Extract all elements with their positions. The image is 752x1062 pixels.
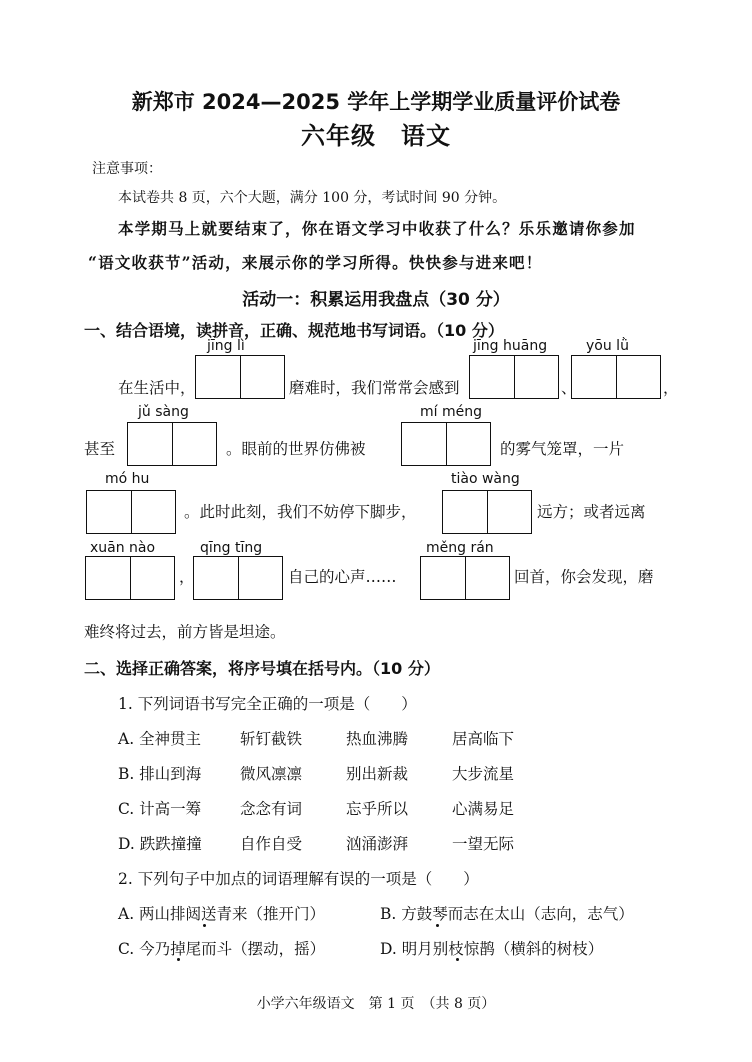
s1-text-f: 。眼前的世界仿佛被 bbox=[226, 440, 366, 458]
emphasis-dot bbox=[177, 958, 180, 961]
section1-title: 一、结合语境，读拼音，正确、规范地书写词语。（10 分） bbox=[84, 321, 504, 340]
pinyin-mimeng: mí méng bbox=[420, 404, 482, 420]
answer-box-jinghuang[interactable] bbox=[469, 355, 559, 399]
pinyin-xuannao: xuān nào bbox=[90, 540, 156, 556]
q2-option-b: B. 方鼓琴而志在太山（志向，志气） bbox=[380, 905, 634, 923]
emphasis-dot bbox=[456, 958, 459, 961]
s1-text-k: 自己的心声…… bbox=[288, 568, 397, 586]
q1-option-d-1: D. 跌跌撞撞 bbox=[118, 835, 202, 853]
q1-option-c-3: 忘乎所以 bbox=[346, 800, 409, 818]
emphasis-dot bbox=[436, 924, 439, 927]
s1-text-g: 的雾气笼罩，一片 bbox=[500, 440, 625, 458]
answer-box-xuannao[interactable] bbox=[85, 556, 175, 600]
notes-label: 注意事项： bbox=[92, 161, 162, 177]
q1-stem: 1. 下列词语书写完全正确的一项是（ ） bbox=[118, 695, 417, 713]
q1-option-c-2: 念念有词 bbox=[240, 800, 303, 818]
answer-box-jusang[interactable] bbox=[127, 422, 217, 466]
exam-title: 新郑市 2024—2025 学年上学期学业质量评价试卷 bbox=[131, 90, 621, 114]
q1-option-d-2: 自作自受 bbox=[240, 835, 303, 853]
q1-option-a-3: 热血沸腾 bbox=[346, 730, 409, 748]
q1-option-b-3: 别出新裁 bbox=[346, 765, 409, 783]
q1-option-c-1: C. 计高一筹 bbox=[118, 800, 202, 818]
answer-box-mengran[interactable] bbox=[420, 556, 510, 600]
answer-box-tiaowang[interactable] bbox=[442, 490, 532, 534]
q1-option-b-4: 大步流星 bbox=[452, 765, 515, 783]
answer-box-jingli[interactable] bbox=[195, 355, 285, 399]
s1-text-c: 、 bbox=[561, 379, 577, 397]
q1-option-b-2: 微风凛凛 bbox=[240, 765, 303, 783]
q1-option-a-1: A. 全神贯主 bbox=[118, 730, 202, 748]
answer-box-qingting[interactable] bbox=[193, 556, 283, 600]
pinyin-jingli: jīng lì bbox=[207, 338, 245, 354]
pinyin-youlv: yōu lǜ bbox=[586, 338, 629, 354]
s1-text-a: 在生活中， bbox=[118, 379, 196, 397]
notes-line1: 本试卷共 8 页，六个大题，满分 100 分，考试时间 90 分钟。 bbox=[118, 190, 507, 206]
s1-text-i: 远方；或者远离 bbox=[537, 503, 646, 521]
pinyin-mengran: měng rán bbox=[426, 540, 494, 556]
q1-option-c-4: 心满易足 bbox=[452, 800, 515, 818]
answer-box-mimeng[interactable] bbox=[401, 422, 491, 466]
s1-text-j: ， bbox=[179, 568, 195, 586]
q1-option-d-3: 汹涌澎湃 bbox=[346, 835, 409, 853]
emphasis-dot bbox=[203, 924, 206, 927]
pinyin-jinghuang: jīng huāng bbox=[473, 338, 548, 354]
s1-text-m: 难终将过去，前方皆是坦途。 bbox=[84, 623, 286, 641]
q2-stem: 2. 下列句子中加点的词语理解有误的一项是（ ） bbox=[118, 870, 479, 888]
q1-option-b-1: B. 排山到海 bbox=[118, 765, 202, 783]
s1-text-h: 。此时此刻，我们不妨停下脚步， bbox=[184, 503, 417, 521]
q2-option-d: D. 明月别枝惊鹊（横斜的树枝） bbox=[380, 940, 604, 958]
exam-subtitle: 六年级 语文 bbox=[301, 122, 451, 150]
q2-option-c: C. 今乃掉尾而斗（摆动，摇） bbox=[118, 940, 326, 958]
s1-text-e: 甚至 bbox=[84, 440, 116, 458]
pinyin-mohu: mó hu bbox=[105, 471, 150, 487]
activity1-title: 活动一：积累运用我盘点（30 分） bbox=[242, 290, 510, 310]
s1-text-b: 磨难时，我们常常会感到 bbox=[289, 379, 460, 397]
pinyin-qingting: qīng tīng bbox=[200, 540, 263, 556]
pinyin-jusang: jǔ sàng bbox=[138, 404, 189, 420]
q1-option-d-4: 一望无际 bbox=[452, 835, 515, 853]
s1-text-d: ， bbox=[663, 379, 679, 397]
q1-option-a-4: 居高临下 bbox=[452, 730, 515, 748]
answer-box-youlv[interactable] bbox=[571, 355, 661, 399]
notes-line2: 本学期马上就要结束了，你在语文学习中收获了什么？乐乐邀请你参加 bbox=[118, 219, 636, 238]
q2-option-a: A. 两山排闼送青来（推开门） bbox=[118, 905, 326, 923]
q1-option-a-2: 斩钉截铁 bbox=[240, 730, 303, 748]
page-footer: 小学六年级语文 第 1 页 （共 8 页） bbox=[256, 996, 496, 1012]
answer-box-mohu[interactable] bbox=[86, 490, 176, 534]
notes-line3: “语文收获节”活动，来展示你的学习所得。快快参与进来吧！ bbox=[88, 253, 543, 272]
section2-title: 二、选择正确答案，将序号填在括号内。（10 分） bbox=[84, 659, 440, 678]
pinyin-tiaowang: tiào wàng bbox=[451, 471, 520, 487]
s1-text-l: 回首，你会发现，磨 bbox=[514, 568, 654, 586]
